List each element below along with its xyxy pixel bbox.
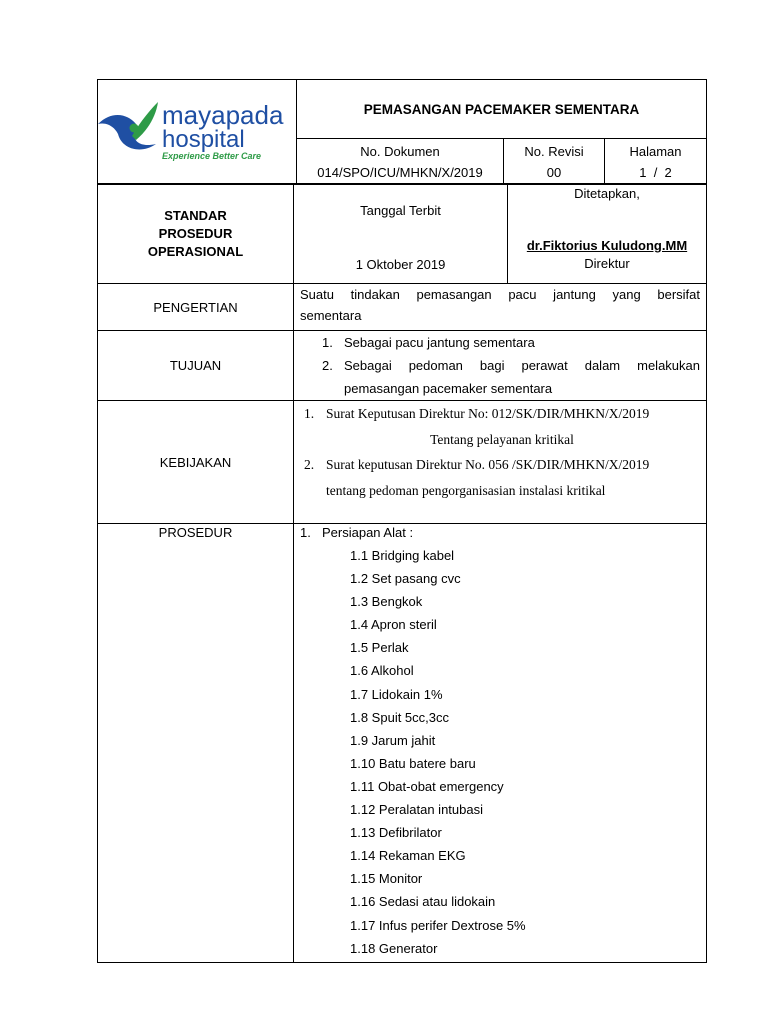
tool-list-item: 1.13 Defibrilator [350,825,442,841]
pengertian-line-2: sementara [300,308,362,323]
tool-list-item: 1.14 Rekaman EKG [350,848,466,864]
issue-date-cell [294,185,508,284]
header-table [97,79,707,184]
issue-date-value: 1 Oktober 2019 [355,257,446,272]
revision-cell [504,139,605,184]
tool-list-item: 1.3 Bengkok [350,594,423,610]
page-value: 1 / 2 [639,165,672,180]
page-label: Halaman [629,144,682,159]
approver-title: Direktur [584,256,630,271]
tool-list-item: 1.7 Lidokain 1% [350,686,443,702]
tool-list-item: 1.10 Batu batere baru [350,755,476,771]
tool-list-item: 1.1 Bridging kabel [350,548,455,563]
page-cell [605,139,707,184]
kebijakan-item-1: 1. Surat Keputusan Direktur No: 012/SK/DIR/MHKN/X/2019 Tentang pelayanan kritikal [304,406,650,447]
approver-name: dr.Fiktorius Kuludong.MM [526,238,688,253]
logo-text-mayapada: mayapada [162,100,284,130]
kebijakan-label: KEBIJAKAN [98,401,294,524]
pengertian-line-1: Suatu tindakan pemasangan pacu jantung yang bersifat [300,287,700,302]
kebijakan-content [294,401,707,524]
tool-list-item: 1.2 Set pasang cvc [350,571,461,587]
sop-label-line-3: OPERASIONAL [147,244,244,259]
tool-list-item: 1.9 Jarum jahit [350,732,436,748]
revision-value: 00 [546,165,562,180]
kebijakan-item-2: 2. Surat keputusan Direktur No. 056 /SK/DIR/MHKN/X/2019 tentang pedoman pengorganisasian instalasi kritikal [304,457,650,498]
hospital-logo [98,80,297,180]
tool-list-item: 1.11 Obat-obat emergency [350,778,504,794]
tool-list [300,541,700,960]
doc-number-label: No. Dokumen [360,144,440,159]
tool-list-item: 1.17 Infus perifer Dextrose 5% [350,917,526,933]
tool-list-item: 1.8 Spuit 5cc,3cc [350,709,449,725]
logo-tagline: Experience Better Care [162,151,262,161]
sop-label-cell [98,185,294,284]
approved-label: Ditetapkan, [574,186,640,201]
tool-list-item: 1.15 Monitor [350,871,423,887]
tujuan-item-2: 2. Sebagai pedoman bagi perawat dalam melakukan pemasangan pacemaker sementara [322,358,700,396]
logo-cell [98,80,297,184]
pengertian-label: PENGERTIAN [98,284,294,331]
tujuan-label: TUJUAN [98,331,294,401]
prosedur-label: PROSEDUR [98,524,294,963]
tool-list-item: 1.5 Perlak [350,640,409,656]
tool-list-item: 1.16 Sedasi atau lidokain [350,894,496,910]
prosedur-step-1: 1. Persiapan Alat : [300,525,414,540]
sop-label-line-1: STANDAR [164,208,227,223]
doc-number-cell [297,139,504,184]
tujuan-item-1: 1. Sebagai pacu jantung sementara [322,335,535,350]
logo-text-hospital: hospital [162,126,245,153]
sop-label-line-2: PROSEDUR [158,226,233,241]
prosedur-content [294,524,707,963]
tool-list-item: 1.18 Generator [350,940,438,956]
sop-table [97,184,707,963]
issue-date-label: Tanggal Terbit [360,203,441,218]
approval-cell [508,185,707,284]
tool-list-item: 1.4 Apron steril [350,617,437,633]
doc-number-value: 014/SPO/ICU/MHKN/X/2019 [317,165,483,180]
pengertian-content [294,284,707,331]
revision-label: No. Revisi [524,144,584,159]
tool-list-item: 1.12 Peralatan intubasi [350,802,483,818]
document-title: PEMASANGAN PACEMAKER SEMENTARA [297,80,707,139]
tool-list-item: 1.6 Alkohol [350,663,414,679]
tujuan-content [294,331,707,401]
